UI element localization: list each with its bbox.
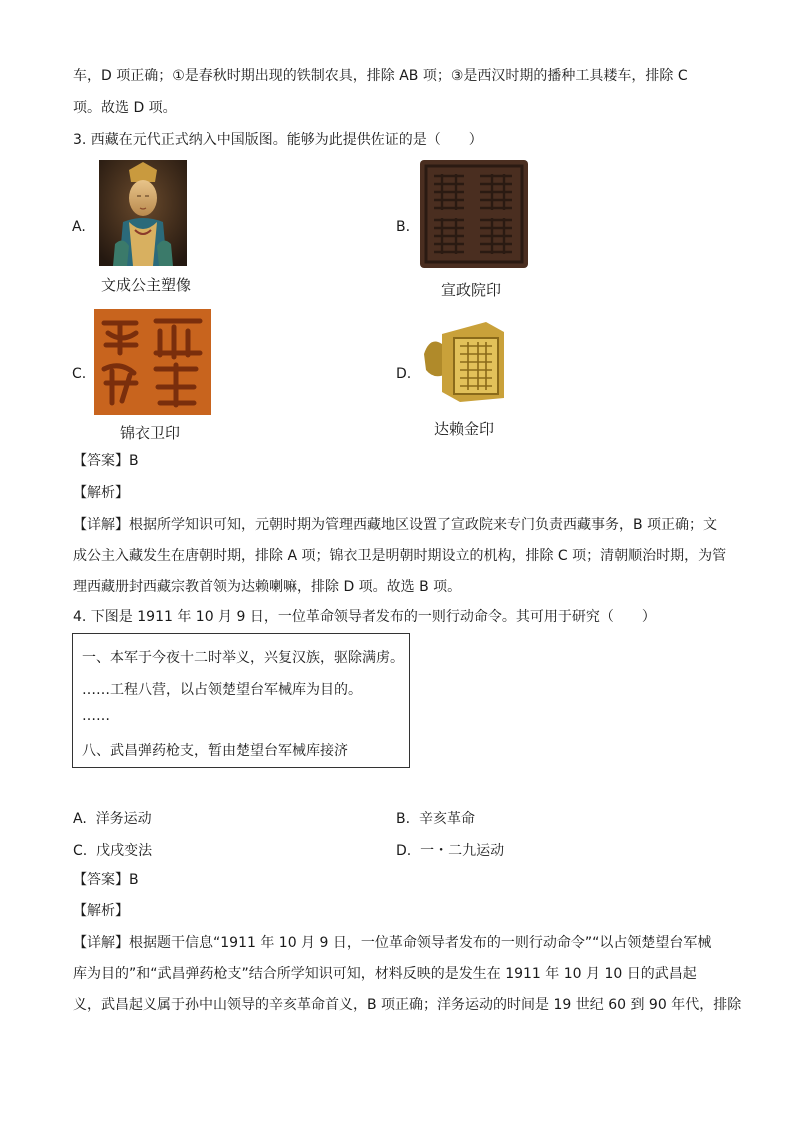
q3-detail-line-2: 成公主入藏发生在唐朝时期，排除 A 项；锦衣卫是明朝时期设立的机构，排除 C 项；清朝顺治时期，为管 [73,548,727,564]
prev-answer-text-line-1: 车，D 项正确；①是春秋时期出现的铁制农具，排除 AB 项；③是西汉时期的播种工具耧车，排除 C [73,68,688,84]
q4-detail-line-3: 义，武昌起义属于孙中山领导的辛亥革命首义，B 项正确；洋务运动的时间是 19 世纪 60 到 90 年代，排除 [73,997,742,1013]
q4-option-b-text: 辛亥革命 [418,811,475,827]
q4-detail-line-2: 库为目的”和“武昌弹药枪支”结合所学知识可知，材料反映的是发生在 1911 年 10 月 10 日的武昌起 [73,966,697,982]
q3-answer: 【答案】B [73,453,139,469]
q3-option-a-caption: 文成公主塑像 [101,276,192,294]
q3-option-c-caption: 锦衣卫印 [120,424,181,442]
q3-option-c-letter: C. [72,366,87,382]
q4-material-box [72,633,410,768]
q4-option-d [396,840,504,860]
jinyiwei-seal-image [94,309,211,415]
question-4-stem: 4. 下图是 1911 年 10 月 9 日，一位革命领导者发布的一则行动命令。其可用于研究（ ） [73,609,656,625]
dalai-gold-seal-image [420,314,506,404]
q3-detail-line-1: 【详解】根据所学知识可知，元朝时期为管理西藏地区设置了宣政院来专门负责西藏事务，B 项正确；文 [73,517,718,533]
q4-option-d-letter: D. [396,843,412,859]
q4-option-a [73,808,152,828]
prev-answer-text-line-2: 项。故选 D 项。 [73,100,177,116]
q3-option-b-caption: 宣政院印 [441,281,502,299]
q4-option-c-text: 戊戌变法 [96,843,153,859]
q4-option-c [73,840,152,860]
q4-material-line-1: 一、本军于今夜十二时举义，兴复汉族，驱除满虏。 [82,650,404,666]
q4-option-d-text: 一・二九运动 [420,843,505,859]
q4-option-c-letter: C. [73,843,88,859]
q4-option-b [396,808,475,828]
q4-answer: 【答案】B [73,872,139,888]
q4-analysis-label: 【解析】 [73,903,129,919]
q3-detail-line-3: 理西藏册封西藏宗教首领为达赖喇嘛，排除 D 项。故选 B 项。 [73,579,462,595]
q3-option-d-letter: D. [396,366,412,382]
q4-material-line-3: …… [82,708,110,724]
question-3-stem: 3. 西藏在元代正式纳入中国版图。能够为此提供佐证的是（ ） [73,132,483,148]
q4-material-line-2: ……工程八营，以占领楚望台军械库为目的。 [82,682,362,698]
q4-detail-line-1: 【详解】根据题干信息“1911 年 10 月 9 日，一位革命领导者发布的一则行动命令”“以占领楚望台军械 [73,935,712,951]
xuanzheng-seal-image [420,160,528,268]
q3-option-a-letter: A. [72,219,86,235]
q4-option-a-text: 洋务运动 [95,811,152,827]
q4-material-line-4: 八、武昌弹药枪支，暂由楚望台军械库接济 [82,743,348,759]
q3-option-b-letter: B. [396,219,411,235]
statue-image [99,160,187,266]
q3-option-d-caption: 达赖金印 [434,420,495,438]
q4-option-a-letter: A. [73,811,87,827]
q4-option-b-letter: B. [396,811,411,827]
q3-analysis-label: 【解析】 [73,485,129,501]
